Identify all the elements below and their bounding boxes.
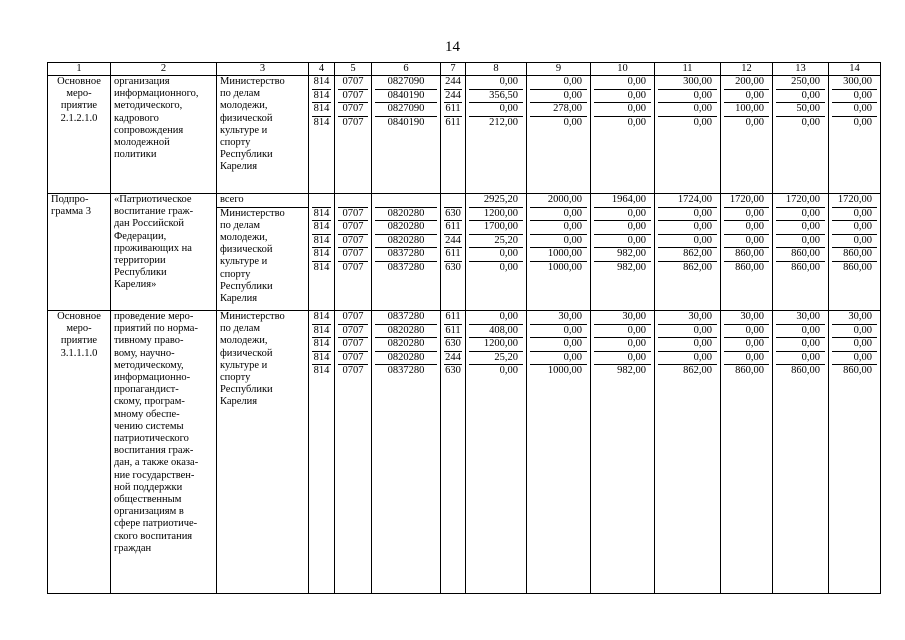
cell-value: 50,00 (776, 103, 825, 117)
cell-value: 814 (312, 76, 331, 90)
executor-cell (217, 76, 309, 194)
cell-value: 0707 (342, 116, 364, 128)
cell-value: 0,00 (724, 221, 769, 235)
cell-value: 814 (312, 248, 331, 262)
value-column-cell (466, 76, 527, 194)
cell-value: 860,00 (843, 365, 872, 377)
cell-value: 860,00 (776, 248, 825, 262)
description-cell-text: организация информационного, методического, кадрового сопровождения молодежной политики (114, 76, 199, 161)
cell-value: 0,00 (745, 116, 764, 128)
value-column-cell (372, 194, 441, 311)
cell-value: 0837280 (375, 311, 437, 325)
cell-value: 0,00 (724, 235, 769, 249)
cell-value: 0707 (338, 325, 368, 339)
cell-value: 0,00 (594, 221, 651, 235)
cell-value: 244 (444, 352, 462, 366)
cell-value: 30,00 (832, 311, 877, 325)
value-column-cell (829, 194, 881, 311)
value-column-cell (655, 311, 721, 594)
cell-value: 300,00 (658, 76, 717, 90)
cell-value: 0,00 (776, 338, 825, 352)
cell-value: 25,20 (469, 352, 523, 366)
cell-value: 0707 (338, 76, 368, 90)
program-code-cell-text: Подпро- грамма 3 (51, 194, 91, 218)
cell-value: 0,00 (658, 235, 717, 249)
total-value: 2000,00 (530, 194, 587, 208)
value-column-cell (335, 311, 372, 594)
cell-value: 0837280 (375, 248, 437, 262)
table-row (48, 194, 881, 311)
cell-value: 0,00 (530, 76, 587, 90)
cell-value: 0,00 (658, 325, 717, 339)
column-header: 14 (829, 63, 881, 76)
cell-value: 25,20 (469, 235, 523, 249)
cell-value: 0,00 (594, 208, 651, 222)
cell-value: 611 (444, 325, 462, 339)
cell-value: 0840190 (387, 116, 425, 128)
column-header: 11 (655, 63, 721, 76)
cell-value: 0,00 (832, 235, 877, 249)
value-column-cell (773, 311, 829, 594)
value-column-cell (466, 194, 527, 311)
cell-value: 0,00 (853, 116, 872, 128)
cell-value: 982,00 (617, 365, 646, 377)
description-cell-text: проведение меро- приятий по норма- тивному право- вому, научно- методическому, информационно- пропагандист- скому, програм- мному обеспе- чению системы патриотического воспитания граж- дан, а также оказа- ние государствен- ной поддержки общественным организациям в сфере патриотиче- ского воспитания граждан (114, 311, 199, 554)
cell-value: 0,00 (801, 116, 820, 128)
cell-value: 212,00 (489, 116, 518, 128)
cell-value: 200,00 (724, 76, 769, 90)
cell-value: 0,00 (776, 235, 825, 249)
total-value: 1724,00 (658, 194, 717, 208)
column-header: 10 (591, 63, 655, 76)
cell-value: 0,00 (594, 103, 651, 117)
cell-value: 0707 (338, 235, 368, 249)
cell-value: 0,00 (776, 221, 825, 235)
value-column-cell (773, 194, 829, 311)
cell-value: 860,00 (735, 261, 764, 273)
cell-value: 0707 (338, 208, 368, 222)
cell-value: 0,00 (658, 352, 717, 366)
description-cell (111, 194, 217, 311)
cell-value: 814 (312, 352, 331, 366)
value-column-cell (309, 76, 335, 194)
cell-value: 814 (312, 208, 331, 222)
cell-value: 0,00 (530, 221, 587, 235)
cell-value: 814 (312, 221, 331, 235)
value-column-cell (441, 311, 466, 594)
value-column-cell (591, 311, 655, 594)
cell-value: 862,00 (683, 261, 712, 273)
cell-value: 860,00 (735, 365, 764, 377)
cell-value: 100,00 (724, 103, 769, 117)
total-label: всего (217, 194, 308, 208)
value-column-cell (655, 76, 721, 194)
value-column-cell (441, 76, 466, 194)
executor-text: Министерство по делам молодежи, физической культуре и спорту Республики Карелия (220, 207, 285, 305)
executor-cell (217, 311, 309, 594)
cell-value: 250,00 (776, 76, 825, 90)
cell-value: 982,00 (594, 248, 651, 262)
cell-value: 814 (313, 365, 330, 377)
value-column-cell (372, 76, 441, 194)
budget-table (47, 62, 881, 594)
cell-value: 0820280 (375, 338, 437, 352)
table-body (48, 76, 881, 594)
cell-value: 30,00 (594, 311, 651, 325)
total-value (375, 194, 437, 208)
cell-value: 0707 (338, 90, 368, 104)
cell-value: 244 (444, 90, 462, 104)
program-code-cell (48, 194, 111, 311)
column-header: 9 (527, 63, 591, 76)
cell-value: 0,00 (469, 248, 523, 262)
value-column-cell (721, 311, 773, 594)
cell-value: 0,00 (594, 76, 651, 90)
cell-value: 0,00 (724, 338, 769, 352)
cell-value: 982,00 (617, 261, 646, 273)
cell-value: 611 (445, 116, 461, 128)
cell-value: 630 (445, 365, 461, 377)
total-value: 1720,00 (724, 194, 769, 208)
cell-value: 0,00 (530, 90, 587, 104)
cell-value: 0,00 (832, 221, 877, 235)
cell-value: 0,00 (832, 352, 877, 366)
cell-value: 0707 (338, 352, 368, 366)
program-code-cell (48, 311, 111, 594)
page-number: 14 (445, 39, 460, 55)
cell-value: 1200,00 (469, 208, 523, 222)
cell-value: 0,00 (832, 325, 877, 339)
cell-value: 630 (444, 208, 462, 222)
cell-value: 860,00 (791, 261, 820, 273)
cell-value: 0827090 (375, 76, 437, 90)
value-column-cell (721, 194, 773, 311)
cell-value: 0,00 (469, 311, 523, 325)
cell-value: 30,00 (658, 311, 717, 325)
value-column-cell (309, 194, 335, 311)
cell-value: 611 (444, 248, 462, 262)
value-column-cell (829, 311, 881, 594)
value-column-cell (591, 76, 655, 194)
cell-value: 0,00 (832, 90, 877, 104)
value-column-cell (441, 194, 466, 311)
cell-value: 0707 (342, 261, 364, 273)
executor-text: Министерство по делам молодежи, физической культуре и спорту Республики Карелия (220, 311, 285, 408)
cell-value: 356,50 (469, 90, 523, 104)
cell-value: 0,00 (594, 90, 651, 104)
cell-value: 1200,00 (469, 338, 523, 352)
program-code-cell-text: Основное меро- приятие 3.1.1.1.0 (57, 311, 101, 359)
value-column-cell (372, 311, 441, 594)
description-cell (111, 311, 217, 594)
column-header: 3 (217, 63, 309, 76)
cell-value: 0,00 (724, 352, 769, 366)
cell-value: 0820280 (375, 235, 437, 249)
cell-value: 0820280 (375, 221, 437, 235)
total-value (338, 194, 368, 208)
cell-value: 0707 (338, 103, 368, 117)
value-column-cell (466, 311, 527, 594)
cell-value: 0707 (338, 248, 368, 262)
cell-value: 630 (444, 338, 462, 352)
cell-value: 0,00 (469, 76, 523, 90)
header-row (48, 63, 881, 76)
cell-value: 0,00 (724, 325, 769, 339)
value-column-cell (655, 194, 721, 311)
cell-value: 630 (445, 261, 461, 273)
column-header: 6 (372, 63, 441, 76)
table-row (48, 76, 881, 194)
value-column-cell (829, 76, 881, 194)
program-code-cell-text: Основное меро- приятие 2.1.2.1.0 (57, 76, 101, 124)
value-column-cell (335, 194, 372, 311)
cell-value: 860,00 (724, 248, 769, 262)
cell-value: 860,00 (832, 248, 877, 262)
cell-value: 0,00 (832, 338, 877, 352)
cell-value: 0820280 (375, 325, 437, 339)
description-cell-text: «Патриотическое воспитание граж- дан Российской Федерации, проживающих на территории Республики Карелия» (114, 194, 194, 291)
value-column-cell (773, 76, 829, 194)
cell-value: 0837280 (387, 365, 425, 377)
cell-value: 0,00 (499, 365, 518, 377)
cell-value: 0,00 (658, 208, 717, 222)
cell-value: 0,00 (499, 261, 518, 273)
cell-value: 0,00 (658, 338, 717, 352)
cell-value: 1000,00 (547, 365, 582, 377)
value-column-cell (527, 194, 591, 311)
program-code-cell (48, 76, 111, 194)
executor-cell (217, 194, 309, 311)
cell-value: 814 (312, 311, 331, 325)
cell-value: 0,00 (776, 90, 825, 104)
total-value: 2925,20 (469, 194, 523, 208)
cell-value: 611 (444, 103, 462, 117)
cell-value: 611 (444, 221, 462, 235)
column-header: 1 (48, 63, 111, 76)
cell-value: 0,00 (724, 208, 769, 222)
column-header: 4 (309, 63, 335, 76)
cell-value: 30,00 (530, 311, 587, 325)
cell-value: 862,00 (683, 365, 712, 377)
cell-value: 814 (312, 103, 331, 117)
description-cell (111, 76, 217, 194)
cell-value: 30,00 (724, 311, 769, 325)
value-column-cell (309, 311, 335, 594)
cell-value: 30,00 (776, 311, 825, 325)
cell-value: 0,00 (594, 352, 651, 366)
cell-value: 814 (313, 116, 330, 128)
column-header: 5 (335, 63, 372, 76)
cell-value: 1000,00 (530, 248, 587, 262)
table-row (48, 311, 881, 594)
column-header: 12 (721, 63, 773, 76)
total-value (444, 194, 462, 208)
cell-value: 1700,00 (469, 221, 523, 235)
column-header: 7 (441, 63, 466, 76)
cell-value: 0,00 (530, 208, 587, 222)
cell-value: 300,00 (832, 76, 877, 90)
cell-value: 0,00 (832, 103, 877, 117)
cell-value: 0827090 (375, 103, 437, 117)
cell-value: 0,00 (594, 235, 651, 249)
cell-value: 0840190 (375, 90, 437, 104)
cell-value: 0,00 (594, 325, 651, 339)
cell-value: 860,00 (791, 365, 820, 377)
executor-text: Министерство по делам молодежи, физической культуре и спорту Республики Карелия (220, 76, 285, 173)
cell-value: 0,00 (776, 325, 825, 339)
cell-value: 1000,00 (547, 261, 582, 273)
cell-value: 0,00 (832, 208, 877, 222)
value-column-cell (527, 76, 591, 194)
cell-value: 0,00 (776, 352, 825, 366)
cell-value: 244 (444, 76, 462, 90)
cell-value: 0,00 (776, 208, 825, 222)
cell-value: 0,00 (594, 338, 651, 352)
cell-value: 0,00 (627, 116, 646, 128)
value-column-cell (335, 76, 372, 194)
cell-value: 814 (313, 261, 330, 273)
cell-value: 0,00 (530, 235, 587, 249)
cell-value: 0837280 (387, 261, 425, 273)
column-header: 13 (773, 63, 829, 76)
cell-value: 0707 (338, 221, 368, 235)
cell-value: 0820280 (375, 352, 437, 366)
cell-value: 0,00 (724, 90, 769, 104)
cell-value: 0,00 (658, 103, 717, 117)
cell-value: 0707 (338, 338, 368, 352)
column-header: 8 (466, 63, 527, 76)
cell-value: 814 (312, 338, 331, 352)
cell-value: 814 (312, 235, 331, 249)
cell-value: 814 (312, 325, 331, 339)
cell-value: 0,00 (658, 221, 717, 235)
cell-value: 0,00 (530, 352, 587, 366)
cell-value: 0707 (342, 365, 364, 377)
cell-value: 0,00 (693, 116, 712, 128)
cell-value: 0,00 (658, 90, 717, 104)
total-value (312, 194, 331, 208)
cell-value: 0,00 (469, 103, 523, 117)
cell-value: 814 (312, 90, 331, 104)
cell-value: 0,00 (563, 116, 582, 128)
cell-value: 862,00 (658, 248, 717, 262)
total-value: 1720,00 (832, 194, 877, 208)
cell-value: 244 (444, 235, 462, 249)
cell-value: 0,00 (530, 338, 587, 352)
cell-value: 611 (444, 311, 462, 325)
cell-value: 0820280 (375, 208, 437, 222)
value-column-cell (591, 194, 655, 311)
cell-value: 860,00 (843, 261, 872, 273)
cell-value: 0707 (338, 311, 368, 325)
cell-value: 408,00 (469, 325, 523, 339)
cell-value: 278,00 (530, 103, 587, 117)
cell-value: 0,00 (530, 325, 587, 339)
total-value: 1964,00 (594, 194, 651, 208)
column-header: 2 (111, 63, 217, 76)
value-column-cell (721, 76, 773, 194)
value-column-cell (527, 311, 591, 594)
total-value: 1720,00 (776, 194, 825, 208)
